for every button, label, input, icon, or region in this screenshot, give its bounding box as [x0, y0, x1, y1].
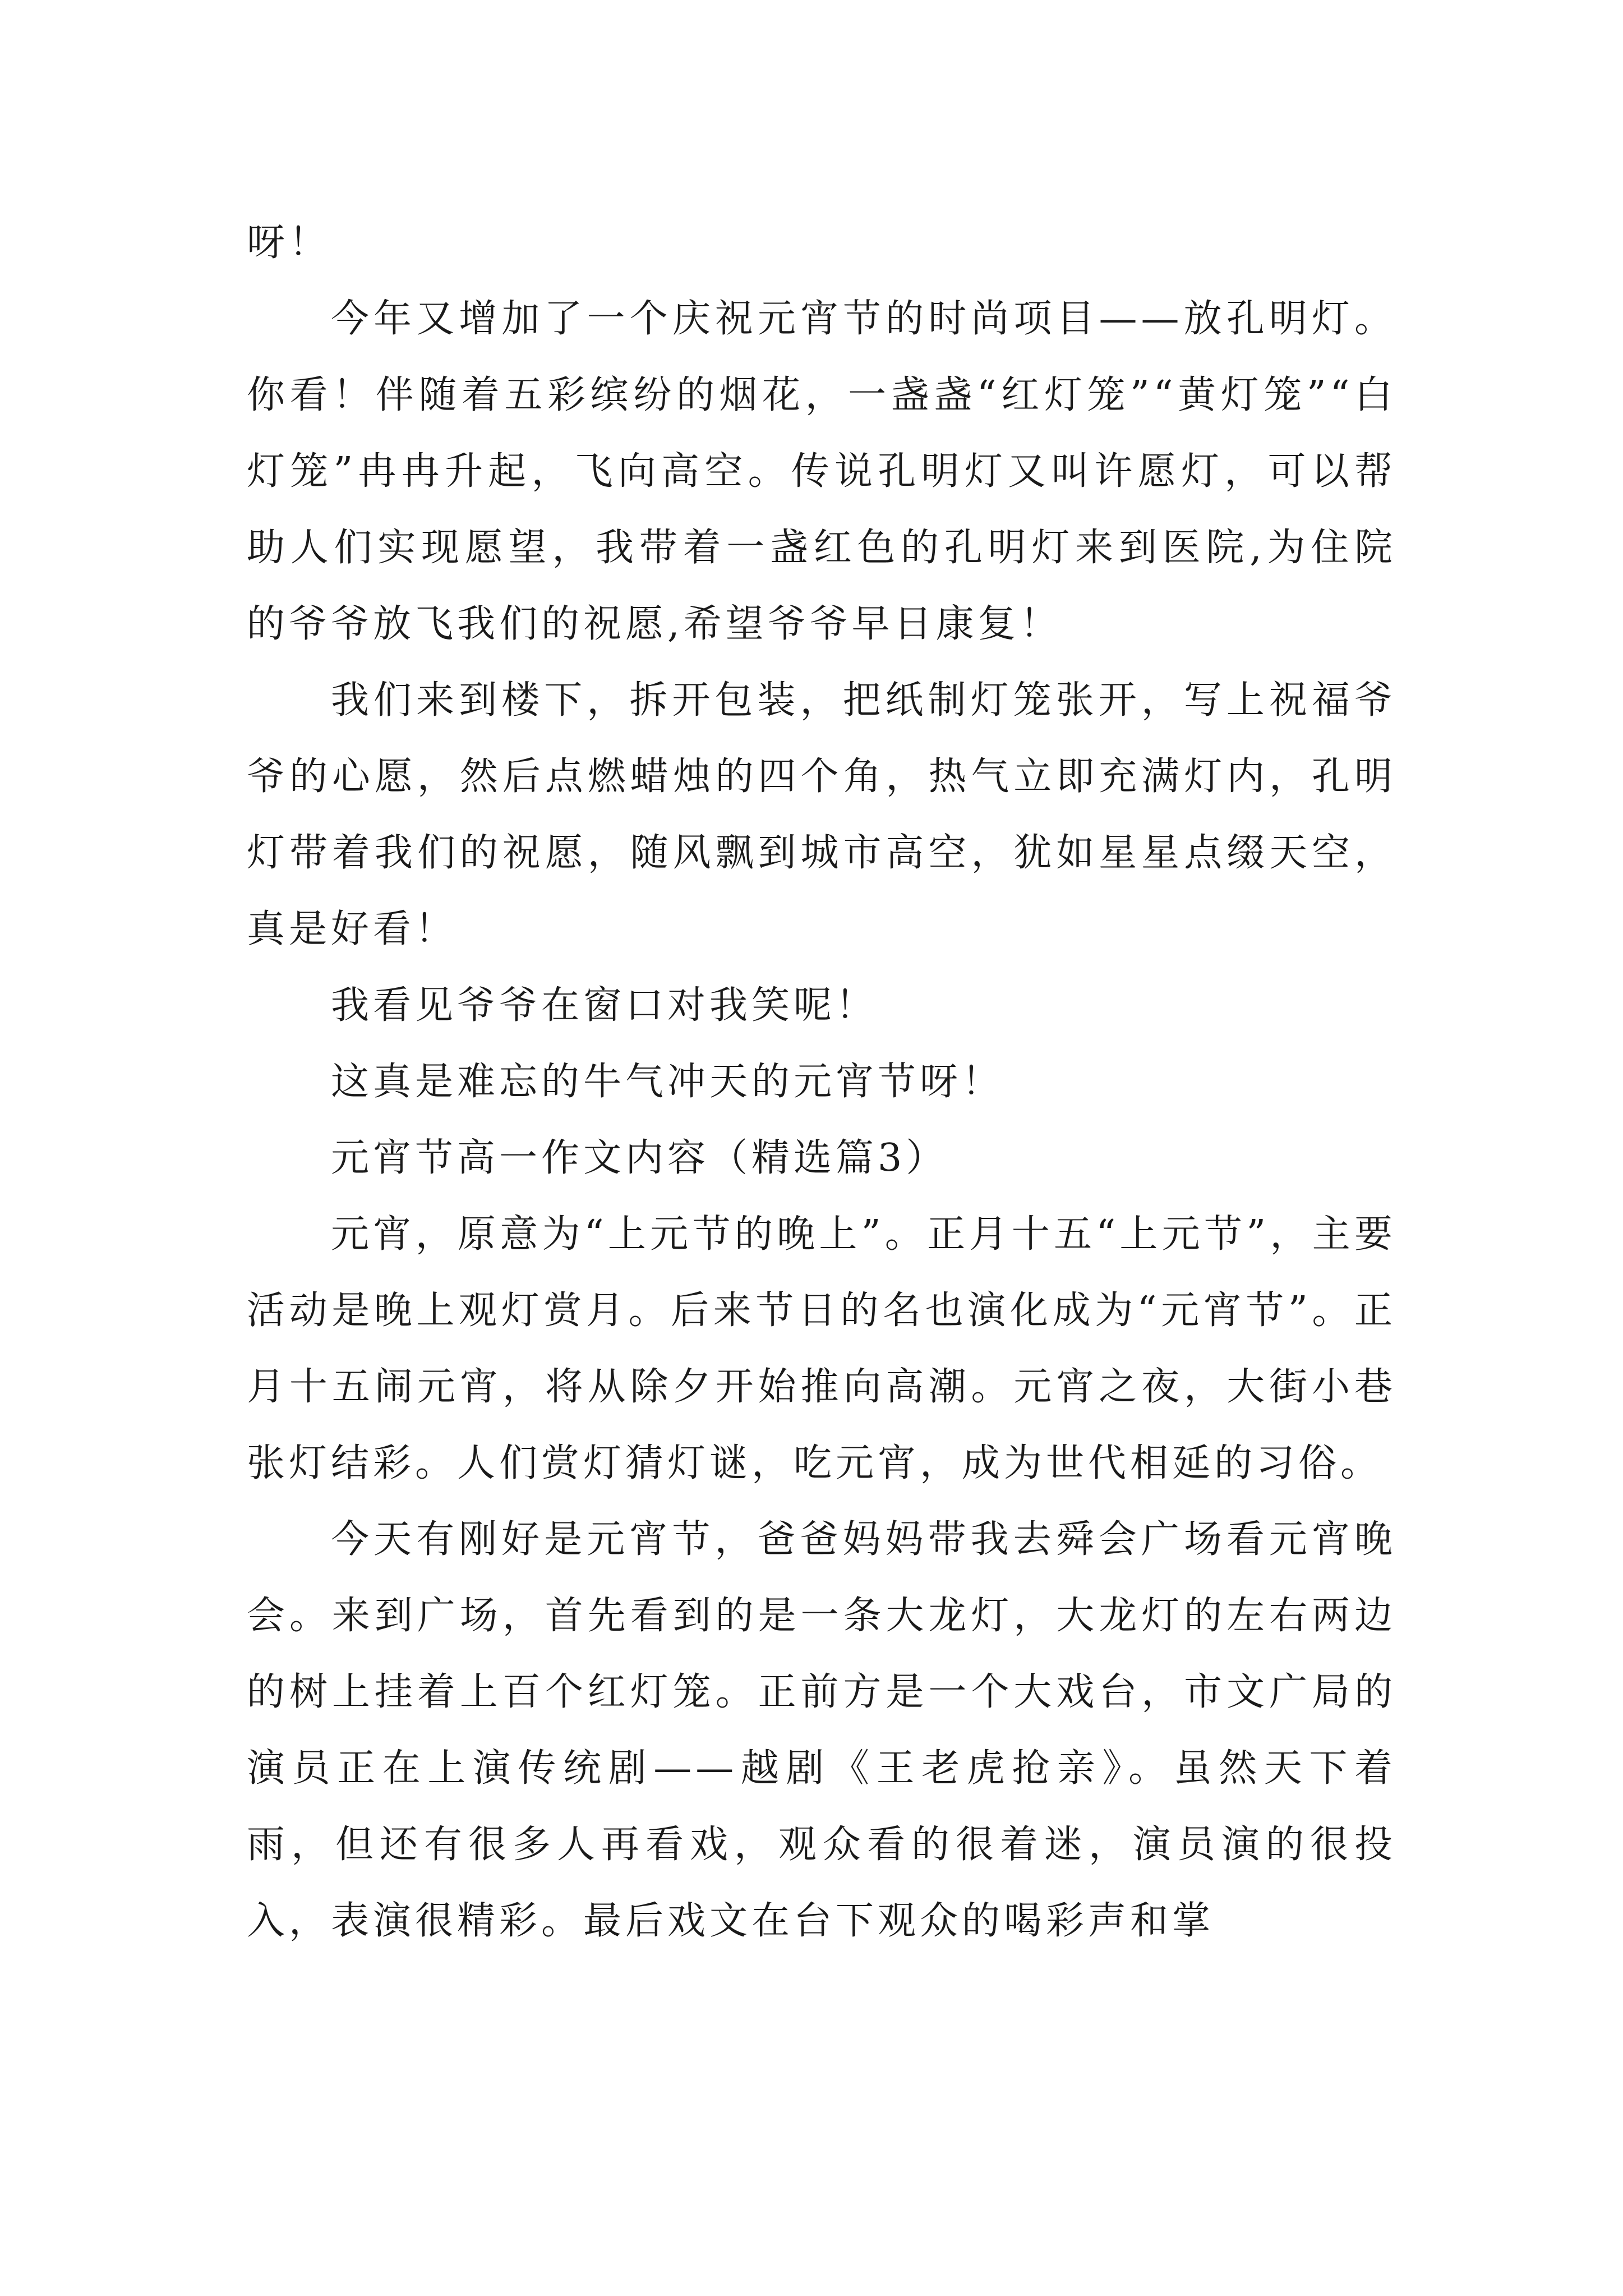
paragraph-releasing-lantern: 我们来到楼下，拆开包装，把纸制灯笼张开，写上祝福爷爷的心愿，然后点燃蜡烛的四个角，热气立即充满灯内，孔明灯带着我们的祝愿，随风飘到城市高空，犹如星星点缀天空，真是好看！ [247, 678, 1396, 951]
paragraph-continuation: 呀！ [247, 220, 331, 265]
paragraph-yuanxiao-origin: 元宵，原意为“上元节的晚上”。正月十五“上元节”，主要活动是晚上观灯赏月。后来节日的名也演化成为“元宵节”。正月十五闹元宵，将从除夕开始推向高潮。元宵之夜，大街小巷张灯结彩。人们赏灯猜灯谜，吃元宵，成为世代相延的习俗。 [247, 1212, 1396, 1485]
paragraph-evening-gala: 今天有刚好是元宵节，爸爸妈妈带我去舜会广场看元宵晚会。来到广场，首先看到的是一条大龙灯，大龙灯的左右两边的树上挂着上百个红灯笼。正前方是一个大戏台，市文广局的演员正在上演传统剧——越剧《王老虎抢亲》。虽然天下着雨，但还有很多人再看戏，观众看的很着迷，演员演的很投入，表演很精彩。最后戏文在台下观众的喝彩声和掌 [247, 1517, 1396, 1943]
paragraph-kongming-lantern: 今年又增加了一个庆祝元宵节的时尚项目——放孔明灯。你看！伴随着五彩缤纷的烟花，一盏盏“红灯笼”“黄灯笼”“白灯笼”冉冉升起，飞向高空。传说孔明灯又叫许愿灯，可以帮助人们实现愿望，我带着一盏红色的孔明灯来到医院,为住院的爷爷放飞我们的祝愿,希望爷爷早日康复！ [247, 297, 1396, 646]
section-heading: 元宵节高一作文内容（精选篇3） [331, 1136, 948, 1180]
paragraph-memorable-festival: 这真是难忘的牛气冲天的元宵节呀！ [331, 1060, 1004, 1104]
paragraph-grandpa-smile: 我看见爷爷在窗口对我笑呢！ [331, 983, 878, 1028]
document-body [247, 205, 1396, 1959]
